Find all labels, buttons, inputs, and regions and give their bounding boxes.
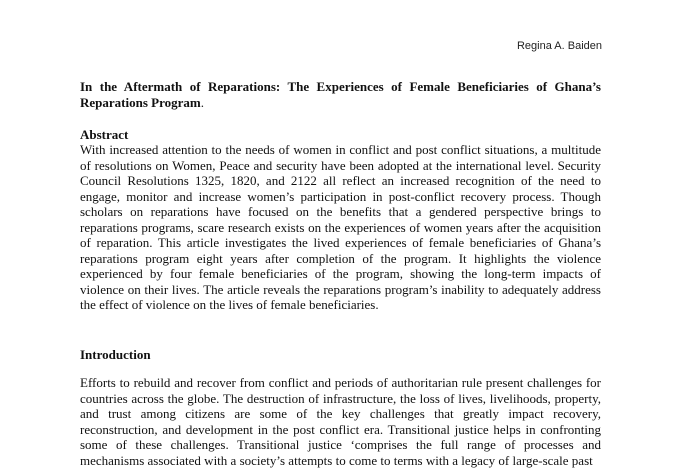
introduction-heading: Introduction [80,347,151,362]
paper-title [80,79,601,110]
abstract-body: With increased attention to the needs of women in conflict and post conflict situations, a multitude of resolutions on Women, Peace and security have been adopted at the international level. Security Council Resolutions 1325, 1820, and 2122 all reflect an increased recognition of the need to engage, monitor and increase women’s participation in post-conflict recovery process. Though scholars on reparations have focused on the benefits that a gendered perspective brings to reparations programs, scare research exists on the experiences of women years after the acquisition of reparation. This article investigates the lived experiences of female beneficiaries of Ghana’s reparations program eight years after completion of the program. It highlights the violence experienced by four female beneficiaries of the program, showing the long-term impacts of violence on their lives. The article reveals the reparations program’s inability to adequately address the effect of violence on the lives of female beneficiaries. [80,142,601,312]
paper-title-period: . [200,94,204,110]
abstract-heading: Abstract [80,127,129,142]
introduction-body: Efforts to rebuild and recover from conflict and periods of authoritarian rule present challenges for countries across the globe. The destruction of infrastructure, the loss of lives, livelihoods, property, and trust among citizens are some of the key challenges that greatly impact recovery, reconstruction, and development in the post conflict era. Transitional justice helps in confronting some of these challenges. Transitional justice ‘comprises the full range of processes and mechanisms associated with a society’s attempts to come to terms with a legacy of large-scale past [80,375,601,468]
paper-title-text: In the Aftermath of Reparations: The Experiences of Female Beneficiaries of Ghana’s Reparations Program [80,79,601,110]
author-name: Regina A. Baiden [516,40,602,52]
